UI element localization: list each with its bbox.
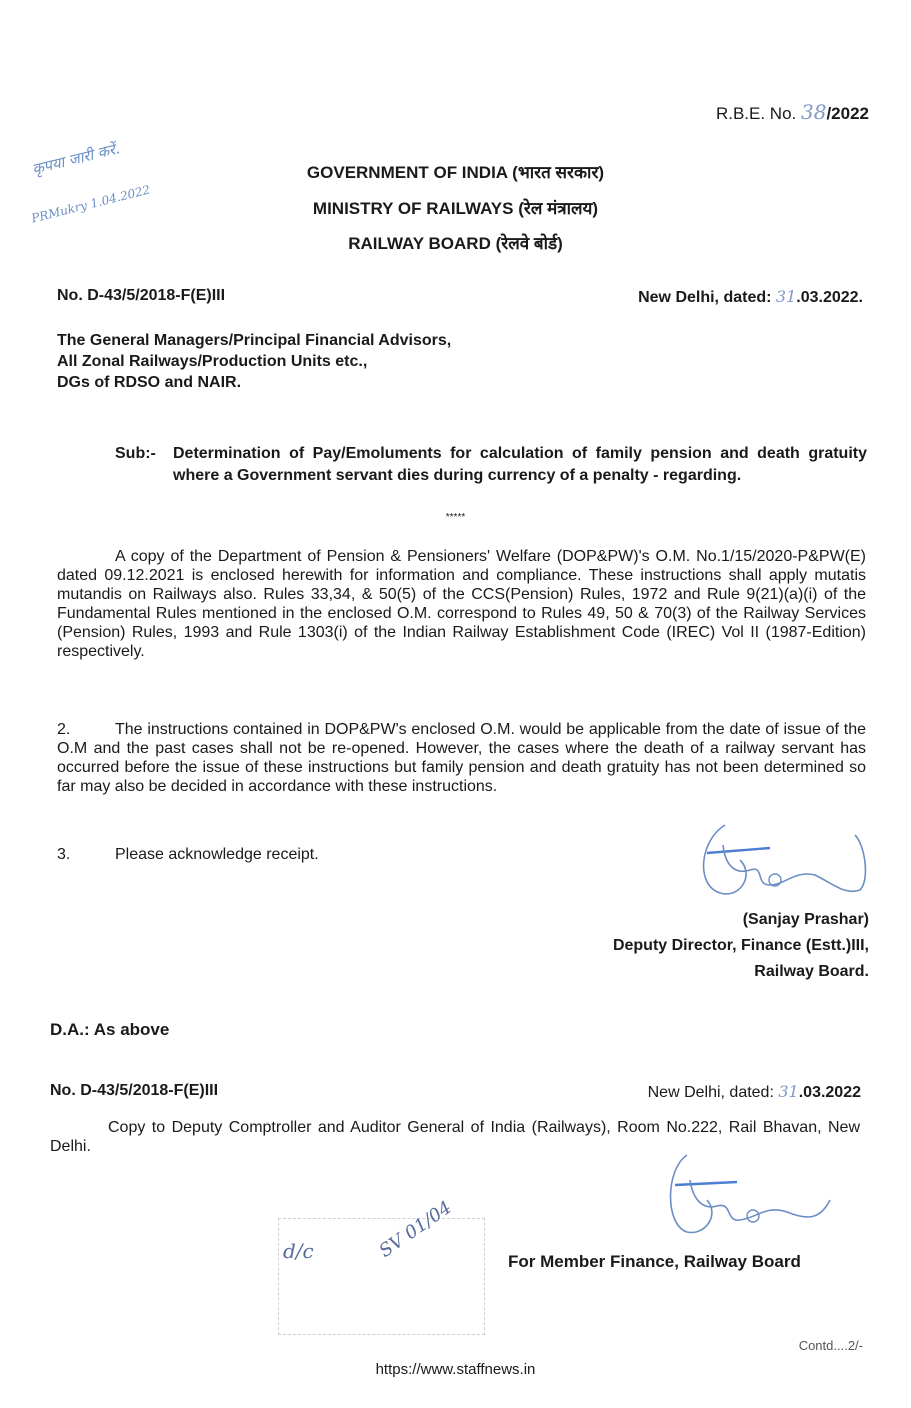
paragraph-1 [57,547,866,661]
continued-note: Contd....2/- [798,1338,863,1353]
date-day-handwritten: 31 [778,1082,799,1101]
signatory-office: Railway Board. [754,963,869,980]
header-board: RAILWAY BOARD (रेलवे बोर्ड) [348,234,563,253]
separator: ***** [445,512,466,523]
reference-row [57,287,863,307]
paragraph-number: 2. [57,721,71,738]
rbe-handwritten-number: 38 [801,100,827,124]
rbe-prefix: R.B.E. No. [715,104,797,123]
reference-date [638,287,863,307]
enclosure-note: D.A.: As above [50,1020,170,1039]
date-prefix: New Delhi, dated: [638,289,772,306]
header-ministry: MINISTRY OF RAILWAYS (रेल मंत्रालय) [312,199,599,218]
stamp-handwritten-left: d/c [283,1239,314,1263]
stamp-handwritten-right: SV 01/04 [375,1197,456,1262]
rbe-number [716,100,869,124]
copy-reference-row [50,1082,861,1102]
addressee-block [57,330,451,393]
signature-icon [665,1150,840,1240]
receipt-stamp [278,1197,485,1335]
reference-number: No. D-43/5/2018-F(E)III [57,287,226,304]
footer-url[interactable]: https://www.staffnews.in [375,1361,536,1378]
signatory-designation: Deputy Director, Finance (Estt.)III, [612,937,869,954]
paragraph-text: Please acknowledge receipt. [115,846,319,863]
subject-label: Sub:- [115,445,156,462]
signatory-name: (Sanjay Prashar) [742,911,869,928]
paragraph-text: The instructions contained in DOP&PW's enclosed O.M. would be applicable from the date of issue of the O.M and the past cases shall not be re-opened. However, the cases where the death of a railway servant has occurred before the issue of these instructions but family pension and death gratuity has not been determined so far may also be decided in accordance with these instructions. [57,721,866,795]
paragraph-2 [57,720,866,796]
date-suffix: .03.2022 [798,1084,861,1101]
margin-note-initials: PRMukry 1.04.2022 [30,182,152,226]
copy-reference-number: No. D-43/5/2018-F(E)III [50,1082,219,1099]
subject-text: Determination of Pay/Emoluments for calculation of family pension and death gratuity where a Government servant dies during currency of a penalty - regarding. [173,445,867,484]
copy-to-text: Copy to Deputy Comptroller and Auditor General of India (Railways), Room No.222, Rail Bhavan, New Delhi. [50,1119,860,1155]
signature-icon [695,815,870,900]
paragraph-text: A copy of the Department of Pension & Pensioners' Welfare (DOP&PW)'s O.M. No.1/15/2020-P&PW(E) dated 09.12.2021 is enclosed herewith for information and compliance. These instructions shall apply mutatis mutandis on Railways also. Rules 33,34, & 50(5) of the CCS(Pension) Rules, 1972 and Rule 9(21)(a)(i) of the Fundamental Rules mentioned in the enclosed O.M. correspond to Rules 49, 50 & 70(3) of the Railway Services (Pension) Rules, 1993 and Rule 1303(i) of the Indian Railway Establishment Code (IREC) Vol II (1987-Edition) respectively. [57,548,866,660]
paragraph-number: 3. [57,846,71,863]
copy-reference-date [648,1082,861,1102]
header-government: GOVERNMENT OF INDIA (भारत सरकार) [306,163,605,182]
for-member-finance: For Member Finance, Railway Board [508,1252,801,1271]
addressee-line: All Zonal Railways/Production Units etc., [57,353,368,370]
addressee-line: The General Managers/Principal Financial Advisors, [57,332,452,349]
date-prefix: New Delhi, dated: [647,1084,774,1101]
subject-block [115,443,867,487]
rbe-year: /2022 [826,104,869,123]
date-day-handwritten: 31 [775,287,797,306]
margin-note: कृपया जारी करें. [30,139,122,179]
date-suffix: .03.2022. [796,289,863,306]
signatory-block [613,907,869,985]
addressee-line: DGs of RDSO and NAIR. [57,374,242,391]
